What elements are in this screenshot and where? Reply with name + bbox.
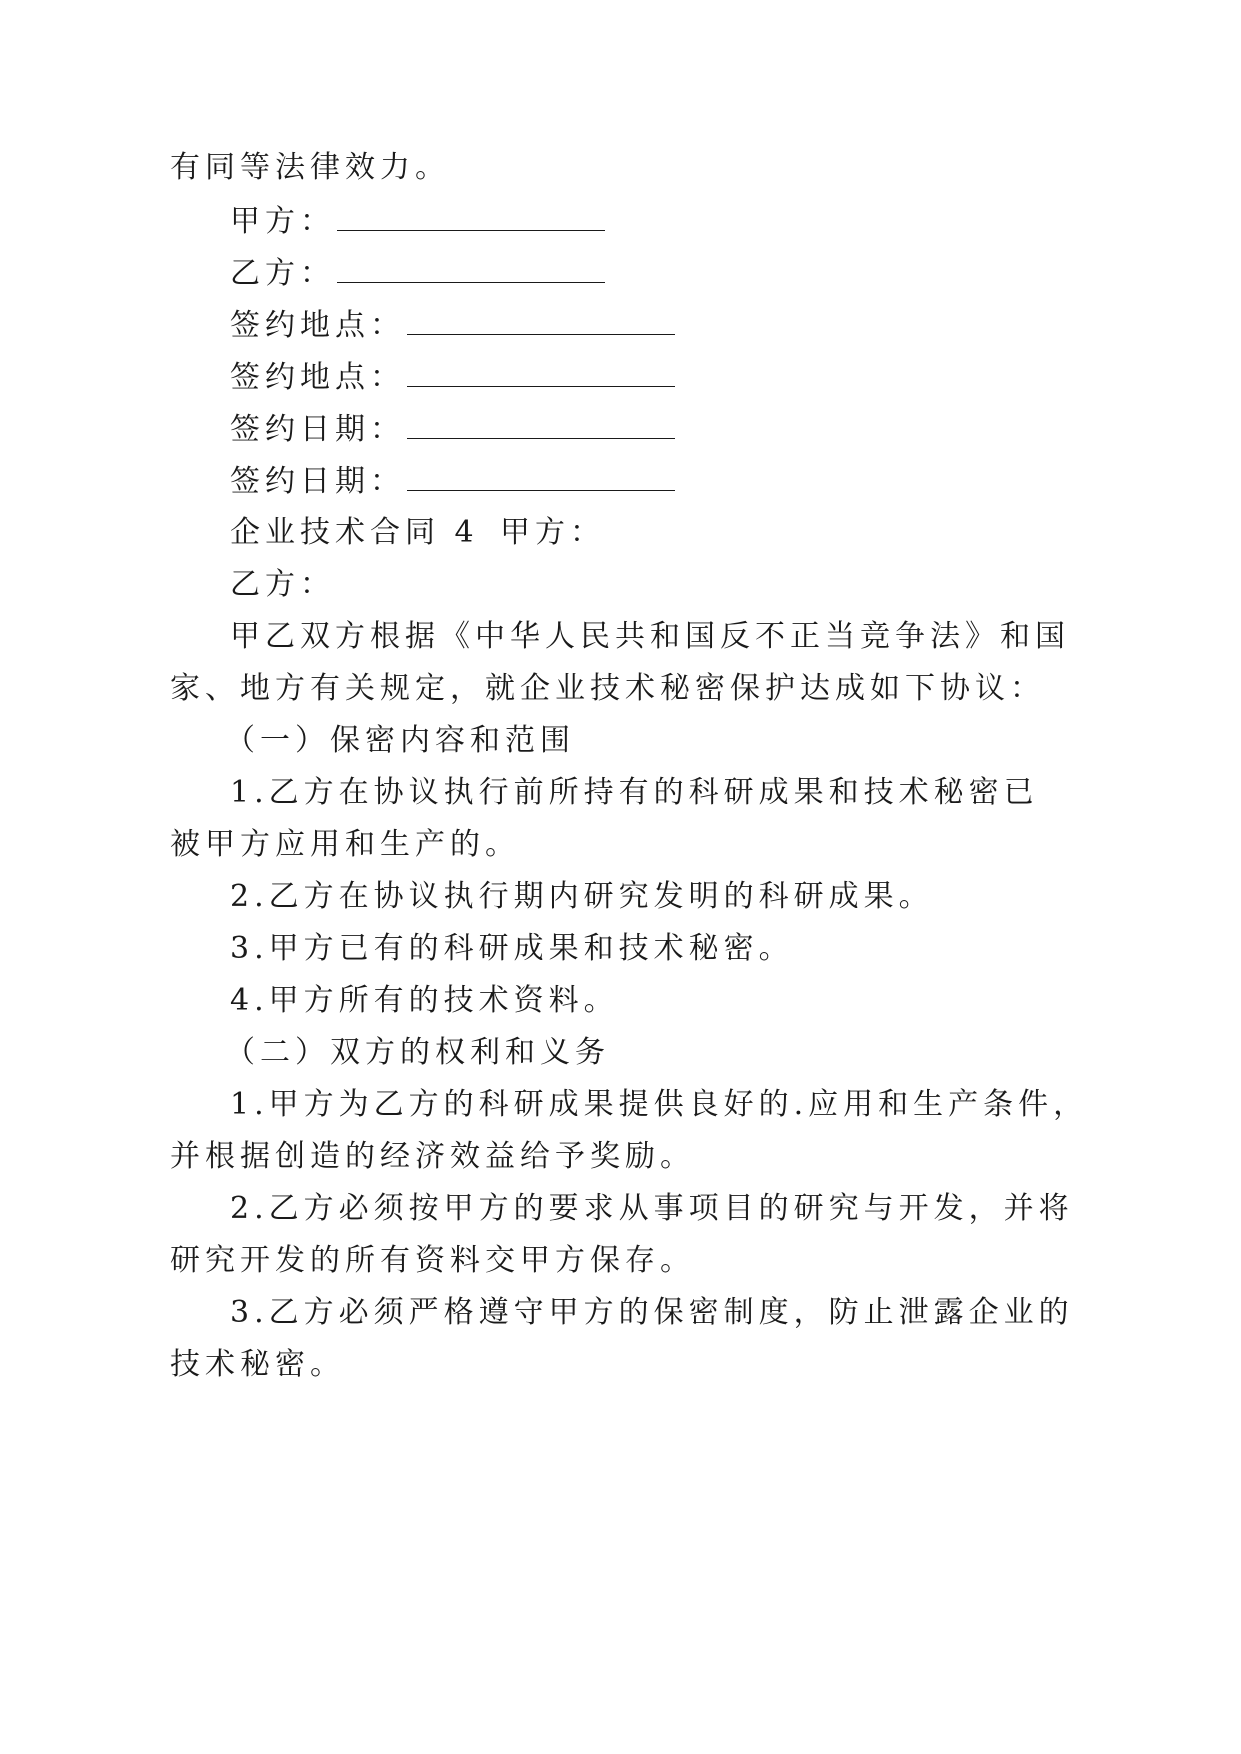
signature-date-blank-2	[407, 460, 675, 491]
signature-place-2	[230, 356, 675, 398]
signature-party-a-blank	[337, 200, 605, 231]
signature-party-b-blank	[337, 252, 605, 283]
paragraph-line: 有同等法律效力。	[170, 150, 450, 185]
signature-date-label-2: 签约日期：	[230, 464, 405, 499]
list-item: 1.甲方为乙方的科研成果提供良好的.应用和生产条件，	[230, 1087, 1089, 1122]
signature-place-label-2: 签约地点：	[230, 360, 405, 395]
list-item: 3.甲方已有的科研成果和技术秘密。	[230, 931, 794, 966]
signature-party-b	[230, 252, 605, 294]
contract-party-b: 乙方：	[230, 567, 335, 602]
list-item: 1.乙方在协议执行前所持有的科研成果和技术秘密已	[230, 775, 1039, 810]
signature-date-label-1: 签约日期：	[230, 412, 405, 447]
signature-place-1	[230, 304, 675, 346]
section-title: （一）保密内容和范围	[225, 723, 575, 758]
list-item: 2.乙方必须按甲方的要求从事项目的研究与开发，并将	[230, 1191, 1074, 1226]
paragraph-line: 家、地方有关规定，就企业技术秘密保护达成如下协议：	[170, 671, 1045, 706]
signature-party-a-label: 甲方：	[230, 204, 335, 239]
signature-date-1	[230, 408, 675, 450]
contract-heading: 企业技术合同 4	[230, 515, 479, 550]
signature-date-2	[230, 460, 675, 502]
list-item-continuation: 被甲方应用和生产的。	[170, 827, 520, 862]
list-item: 2.乙方在协议执行期内研究发明的科研成果。	[230, 879, 934, 914]
list-item-continuation: 技术秘密。	[170, 1347, 345, 1382]
signature-place-label-1: 签约地点：	[230, 308, 405, 343]
signature-place-blank-1	[407, 304, 675, 335]
list-item: 4.甲方所有的技术资料。	[230, 983, 619, 1018]
signature-party-a	[230, 200, 605, 242]
paragraph-line: 甲乙双方根据《中华人民共和国反不正当竞争法》和国	[230, 619, 1070, 654]
signature-date-blank-1	[407, 408, 675, 439]
contract-party-a: 甲方：	[500, 515, 605, 550]
signature-party-b-label: 乙方：	[230, 256, 335, 291]
section-title: （二）双方的权利和义务	[225, 1035, 610, 1070]
list-item-continuation: 研究开发的所有资料交甲方保存。	[170, 1243, 695, 1278]
list-item: 3.乙方必须严格遵守甲方的保密制度，防止泄露企业的	[230, 1295, 1074, 1330]
signature-place-blank-2	[407, 356, 675, 387]
list-item-continuation: 并根据创造的经济效益给予奖励。	[170, 1139, 695, 1174]
